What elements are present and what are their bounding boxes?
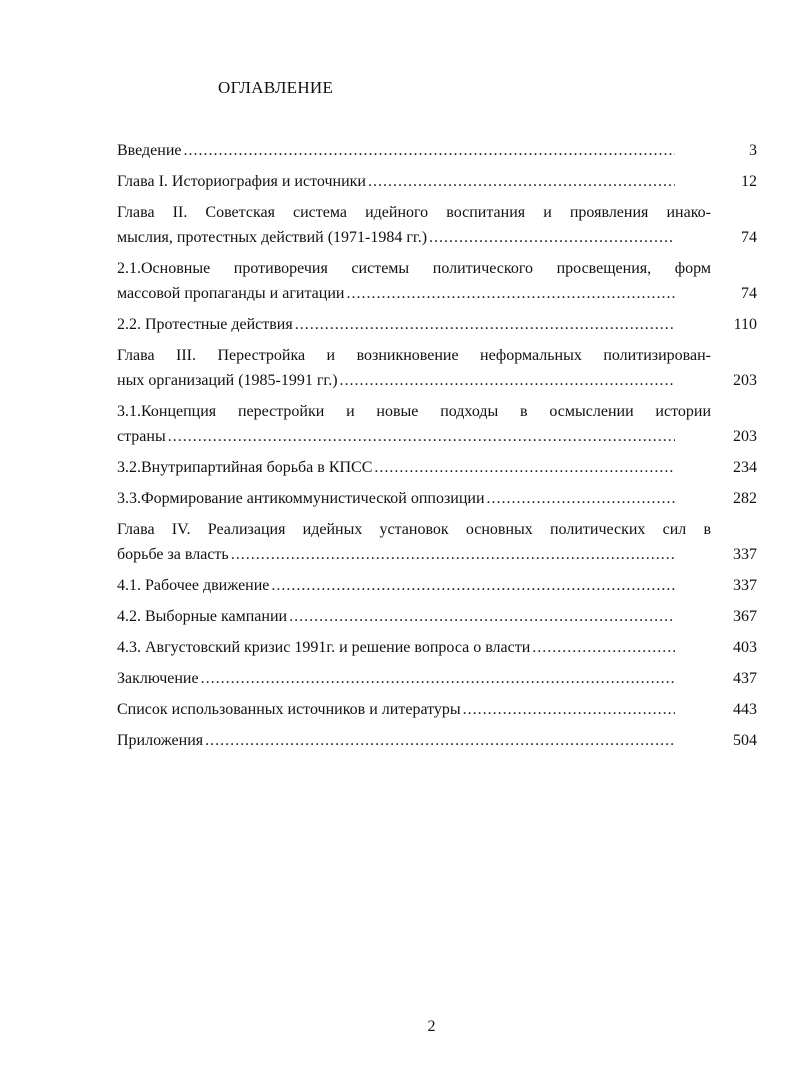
toc-entry-page: 367	[733, 608, 757, 625]
table-of-contents	[117, 138, 757, 759]
dot-leader	[346, 281, 675, 306]
toc-entry	[117, 312, 757, 337]
toc-entry-page: 203	[733, 372, 757, 389]
dot-leader	[374, 455, 675, 480]
toc-entry-page: 3	[749, 142, 757, 159]
dot-leader	[289, 604, 675, 629]
dot-leader	[487, 486, 675, 511]
toc-entry	[117, 138, 757, 163]
dot-leader	[184, 138, 676, 163]
toc-entry	[117, 486, 757, 511]
toc-entry-page: 337	[733, 546, 757, 563]
toc-entry-text-first-line: Глава IV. Реализация идейных установок основных политических сил в	[117, 521, 711, 538]
toc-entry-page: 282	[733, 490, 757, 507]
dot-leader	[201, 666, 675, 691]
dot-leader	[340, 368, 675, 393]
toc-entry-page: 203	[733, 428, 757, 445]
toc-entry	[117, 200, 757, 250]
toc-entry-text-first-line: 2.1.Основные противоречия системы политического просвещения, форм	[117, 260, 711, 277]
toc-entry-text: Приложения	[117, 732, 204, 749]
toc-entry	[117, 666, 757, 691]
toc-entry-page: 74	[741, 285, 757, 302]
dot-leader	[429, 225, 675, 250]
toc-entry-page: 234	[733, 459, 757, 476]
toc-entry-page: 443	[733, 701, 757, 718]
toc-entry	[117, 573, 757, 598]
toc-entry	[117, 256, 757, 306]
toc-entry-text: 4.3. Августовский кризис 1991г. и решение вопроса о власти	[117, 639, 531, 656]
toc-entry	[117, 169, 757, 194]
toc-entry-text-first-line: Глава III. Перестройка и возникновение неформальных политизирован-	[117, 347, 711, 364]
dot-leader	[168, 424, 675, 449]
dot-leader	[231, 542, 675, 567]
toc-entry-text: Заключение	[117, 670, 199, 687]
toc-entry-text: борьбе за власть	[117, 546, 229, 563]
toc-entry-page: 437	[733, 670, 757, 687]
toc-entry-text: массовой пропаганды и агитации	[117, 285, 345, 302]
toc-entry	[117, 728, 757, 753]
toc-entry-text: Глава I. Историография и источники	[117, 173, 366, 190]
toc-entry-text: 3.2.Внутрипартийная борьба в КПСС	[117, 459, 373, 476]
dot-leader	[295, 312, 675, 337]
toc-entry	[117, 517, 757, 567]
dot-leader	[368, 169, 675, 194]
toc-entry-page: 337	[733, 577, 757, 594]
toc-entry	[117, 343, 757, 393]
toc-entry-page: 74	[741, 229, 757, 246]
toc-entry-text: ных организаций (1985-1991 гг.)	[117, 372, 338, 389]
toc-entry	[117, 635, 757, 660]
dot-leader	[205, 728, 675, 753]
dot-leader	[463, 697, 675, 722]
toc-entry-text: 3.3.Формирование антикоммунистической оппозиции	[117, 490, 485, 507]
toc-entry-page: 110	[733, 316, 757, 333]
toc-entry	[117, 455, 757, 480]
toc-entry	[117, 399, 757, 449]
toc-entry-text: страны	[117, 428, 166, 445]
page-title: ОГЛАВЛЕНИЕ	[218, 78, 334, 97]
toc-entry-text: Список использованных источников и литературы	[117, 701, 461, 718]
toc-entry-text: 4.1. Рабочее движение	[117, 577, 270, 594]
toc-entry-text: мыслия, протестных действий (1971-1984 гг.)	[117, 229, 428, 246]
toc-entry	[117, 697, 757, 722]
toc-entry-page: 403	[733, 639, 757, 656]
toc-entry-text: 4.2. Выборные кампании	[117, 608, 288, 625]
toc-entry-text-first-line: 3.1.Концепция перестройки и новые подходы в осмыслении истории	[117, 403, 711, 420]
toc-entry-text: 2.2. Протестные действия	[117, 316, 293, 333]
page-number: 2	[427, 1018, 436, 1035]
toc-entry-page: 504	[733, 732, 757, 749]
dot-leader	[271, 573, 675, 598]
dot-leader	[532, 635, 675, 660]
toc-entry-text: Введение	[117, 142, 182, 159]
toc-entry	[117, 604, 757, 629]
toc-entry-text-first-line: Глава II. Советская система идейного воспитания и проявления инако-	[117, 204, 711, 221]
toc-entry-page: 12	[741, 173, 757, 190]
